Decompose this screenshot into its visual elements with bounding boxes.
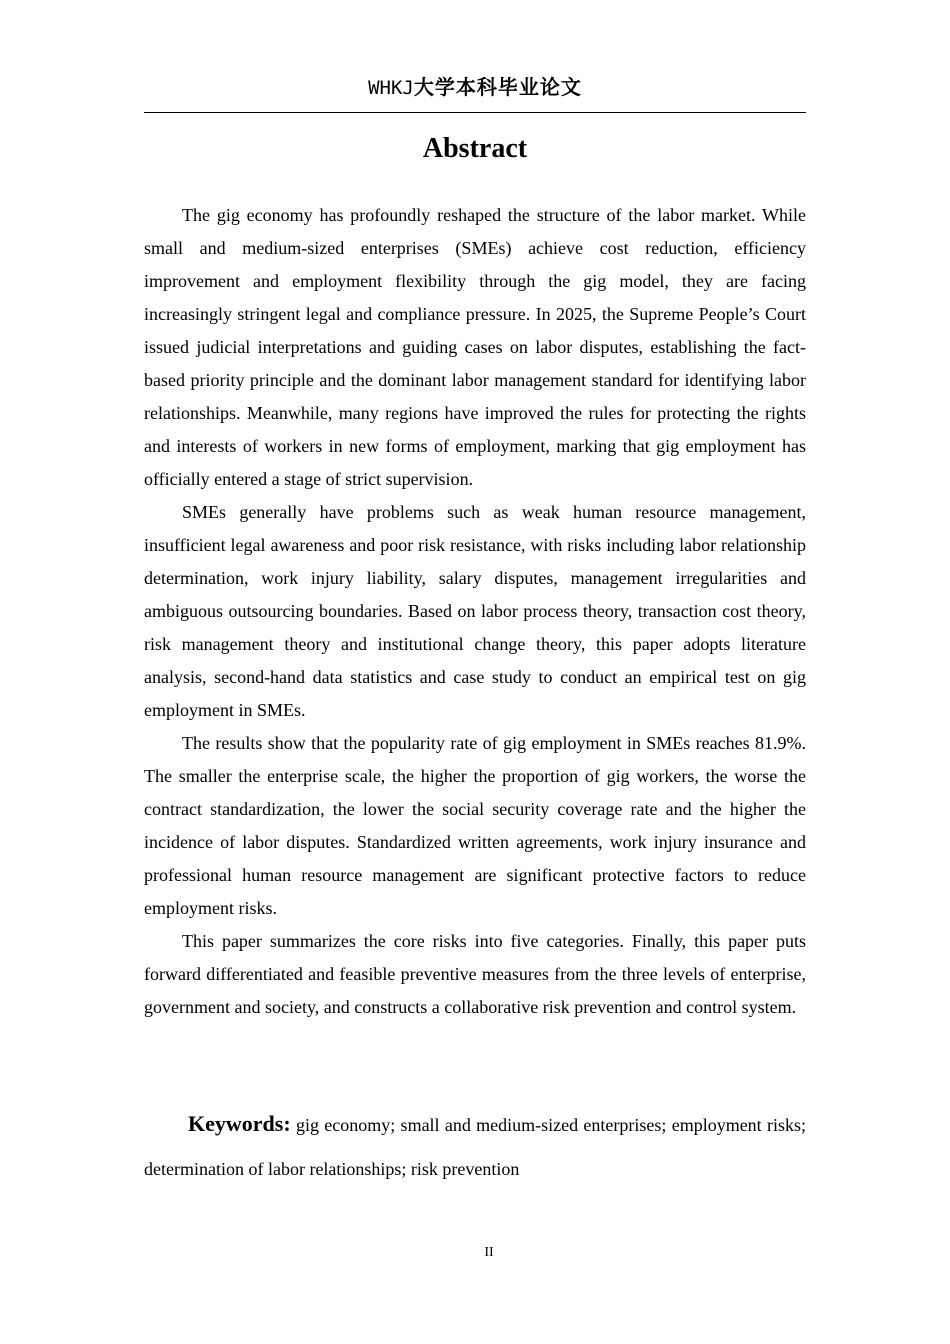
- abstract-paragraph: The gig economy has profoundly reshaped the structure of the labor market. While small and medium-sized enterprises (SMEs) achieve cost reduction, efficiency improvement and employment flexibility through the gig model, they are facing increasingly stringent legal and compliance pressure. In 2025, the Supreme People’s Court issued judicial interpretations and guiding cases on labor disputes, establishing the fact-based priority principle and the dominant labor management standard for identifying labor relationships. Meanwhile, many regions have improved the rules for protecting the rights and interests of workers in new forms of employment, marking that gig employment has officially entered a stage of strict supervision.: [144, 205, 806, 489]
- abstract-title: Abstract: [422, 133, 528, 164]
- keywords-text: gig economy; small and medium-sized enterprises; employment risks; determination of labor relationships; risk prevention: [144, 1115, 806, 1179]
- keywords-label: Keywords:: [188, 1111, 291, 1136]
- header-rule: [144, 112, 806, 113]
- abstract-paragraph: This paper summarizes the core risks into five categories. Finally, this paper puts forward differentiated and feasible preventive measures from the three levels of enterprise, government and society, and constructs a collaborative risk prevention and control system.: [144, 931, 806, 1017]
- running-header: [144, 72, 806, 103]
- header-cjk-text: 大学本科毕业论文: [413, 75, 582, 99]
- page-number: II: [484, 1245, 494, 1260]
- abstract-body: [144, 199, 806, 1024]
- keywords-block: [144, 1102, 806, 1191]
- abstract-paragraph: SMEs generally have problems such as weak human resource management, insufficient legal awareness and poor risk resistance, with risks including labor relationship determination, work injury liability, salary disputes, management irregularities and ambiguous outsourcing boundaries. Based on labor process theory, transaction cost theory, risk management theory and institutional change theory, this paper adopts literature analysis, second-hand data statistics and case study to conduct an empirical test on gig employment in SMEs.: [144, 502, 806, 720]
- abstract-paragraph: The results show that the popularity rate of gig employment in SMEs reaches 81.9%. The smaller the enterprise scale, the higher the proportion of gig workers, the worse the contract standardization, the lower the social security coverage rate and the higher the incidence of labor disputes. Standardized written agreements, work injury insurance and professional human resource management are significant protective factors to reduce employment risks.: [144, 733, 806, 918]
- header-latin-text: WHKJ: [368, 77, 414, 99]
